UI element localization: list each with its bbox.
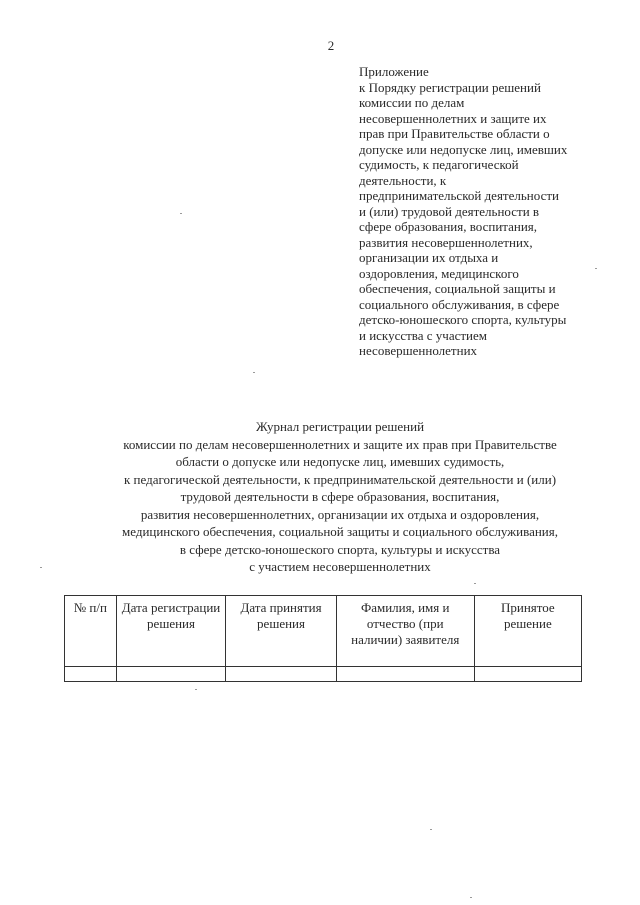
table-cell xyxy=(336,667,474,682)
table-cell xyxy=(474,667,581,682)
scan-speck xyxy=(195,689,197,690)
register-table xyxy=(64,595,582,682)
appendix-line: к Порядку регистрации решений xyxy=(359,79,541,95)
table-cell xyxy=(65,667,117,682)
table-header-row xyxy=(65,596,582,667)
table-row xyxy=(65,667,582,682)
journal-title-line: развития несовершеннолетних, организации их отдыха и оздоровления, xyxy=(140,506,540,522)
table-cell xyxy=(226,667,336,682)
journal-title-line: в сфере детско-юношеского спорта, культуры и искусства xyxy=(179,541,501,557)
header-applicant-name: Фамилия, имя и отчество (при наличии) заявителя xyxy=(336,596,474,667)
header-decision: Принятое решение xyxy=(474,596,581,667)
scan-speck xyxy=(40,567,42,568)
header-registration-date: Дата регистрации решения xyxy=(116,596,226,667)
appendix-line: деятельности, к xyxy=(359,172,447,188)
header-number: № п/п xyxy=(65,596,117,667)
journal-title-line: комиссии по делам несовершеннолетних и защите их прав при Правительстве xyxy=(123,436,557,452)
appendix-line: несовершеннолетних xyxy=(359,343,478,358)
header-decision-date: Дата принятия решения xyxy=(226,596,336,667)
appendix-line: предпринимательской деятельности xyxy=(359,188,559,203)
journal-title-line: области о допуске или недопуске лиц, имевших судимость, xyxy=(175,454,505,469)
appendix-line: социального обслуживания, в сфере xyxy=(359,296,560,312)
appendix-line: несовершеннолетних и защите их xyxy=(359,110,547,126)
journal-title-line: трудовой деятельности в сфере образования, воспитания, xyxy=(180,489,500,504)
table-cell xyxy=(116,667,226,682)
scan-speck xyxy=(474,583,476,584)
appendix-line: сфере образования, воспитания, xyxy=(359,219,538,234)
journal-title-line: медицинского обеспечения, социальной защиты и социального обслуживания, xyxy=(122,524,558,539)
appendix-line: Приложение xyxy=(359,64,429,79)
appendix-line: развития несовершеннолетних, xyxy=(359,234,533,250)
journal-title-line: Журнал регистрации решений xyxy=(255,419,425,434)
scan-speck xyxy=(595,268,597,269)
appendix-line: прав при Правительстве области о xyxy=(359,126,550,141)
page-number: 2 xyxy=(327,38,335,53)
appendix-line: организации их отдыха и xyxy=(359,250,499,265)
appendix-line: и (или) трудовой деятельности в xyxy=(359,203,540,219)
appendix-line: допуске или недопуске лиц, имевших xyxy=(359,141,568,157)
scan-speck xyxy=(430,829,432,830)
appendix-line: оздоровления, медицинского xyxy=(359,265,519,281)
appendix-heading xyxy=(359,64,599,359)
scan-speck xyxy=(253,372,255,373)
appendix-line: и искусства с участием xyxy=(359,327,488,343)
appendix-line: комиссии по делам xyxy=(359,95,465,110)
appendix-line: судимость, к педагогической xyxy=(359,157,519,172)
journal-title-line: с участием несовершеннолетних xyxy=(249,559,431,574)
appendix-line: детско-юношеского спорта, культуры xyxy=(359,312,567,327)
journal-title-line: к педагогической деятельности, к предпринимательской деятельности и (или) xyxy=(123,471,557,487)
scan-speck xyxy=(180,213,182,214)
scan-speck xyxy=(470,897,472,898)
journal-title xyxy=(40,418,640,576)
appendix-line: обеспечения, социальной защиты и xyxy=(359,281,556,296)
